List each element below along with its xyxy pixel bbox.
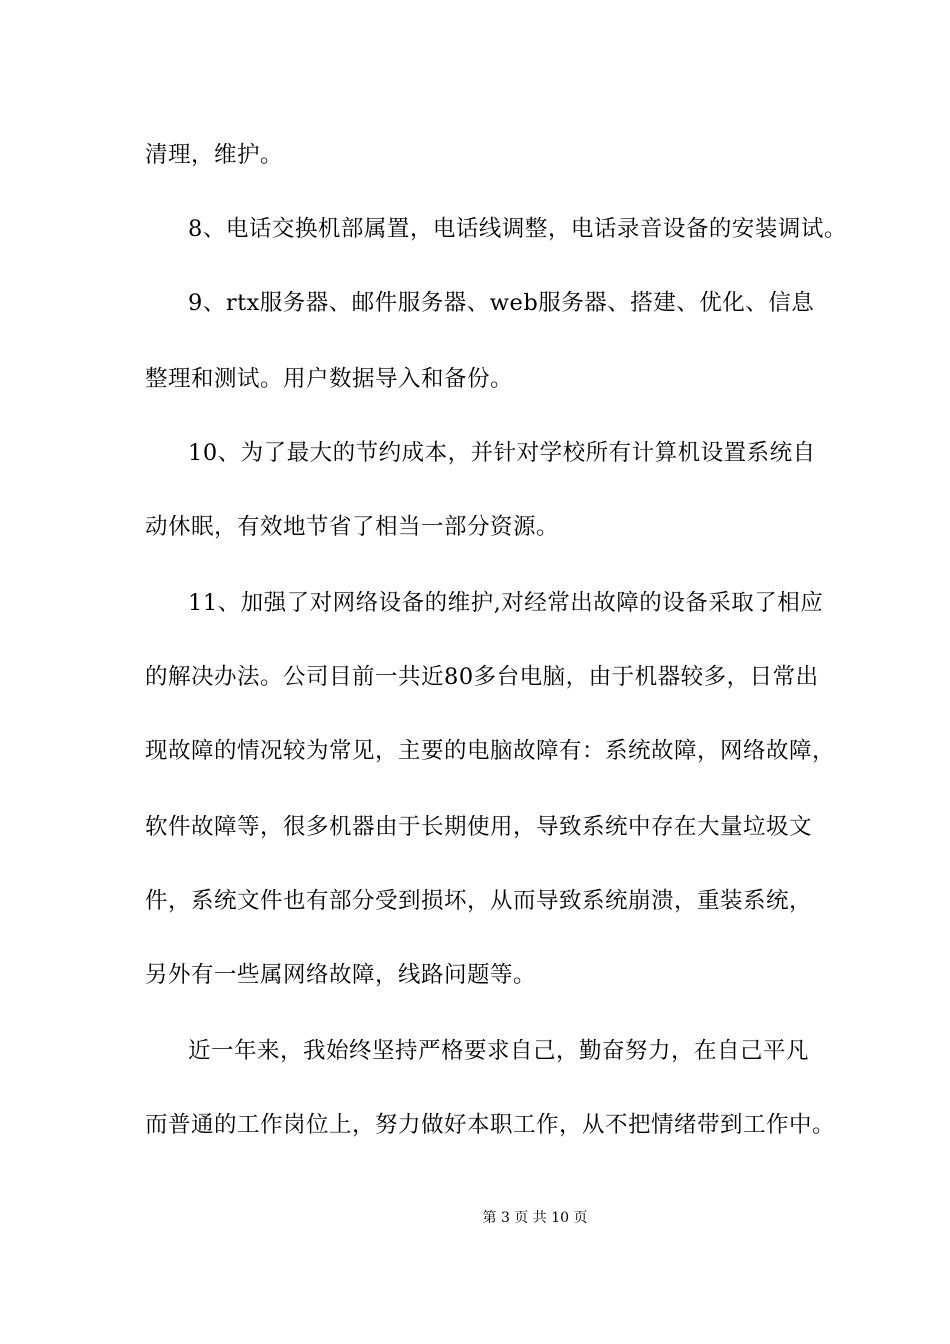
text-line: 近一年来，我始终坚持严格要求自己，勤奋努力，在自己平凡 [188, 1038, 810, 1064]
text-line: 软件故障等，很多机器由于长期使用，导致系统中存在大量垃圾文 [145, 814, 813, 840]
text-line: 10、为了最大的节约成本，并针对学校所有计算机设置系统自 [188, 440, 816, 466]
text-line: 9、rtx服务器、邮件服务器、web服务器、搭建、优化、信息 [188, 290, 815, 316]
text-line: 现故障的情况较为常见，主要的电脑故障有：系统故障，网络故障， [145, 738, 836, 764]
text-line: 清理，维护。 [145, 142, 284, 168]
page-number-footer: 第 3 页 共 10 页 [482, 1210, 588, 1226]
text-line: 的解决办法。公司目前一共近80多台电脑，由于机器较多，日常出 [145, 664, 819, 690]
text-line: 11、加强了对网络设备的维护,对经常出故障的设备采取了相应 [188, 590, 824, 616]
text-line: 件，系统文件也有部分受到损坏，从而导致系统崩溃，重装系统， [145, 888, 813, 914]
text-line: 整理和测试。用户数据导入和备份。 [145, 366, 514, 392]
text-line: 动休眠，有效地节省了相当一部分资源。 [145, 514, 560, 540]
text-line: 8、电话交换机部属置，电话线调整，电话录音设备的安装调试。 [188, 216, 847, 242]
text-line: 另外有一些属网络故障，线路问题等。 [145, 962, 537, 988]
text-line: 而普通的工作岗位上，努力做好本职工作，从不把情绪带到工作中。 [145, 1112, 836, 1138]
